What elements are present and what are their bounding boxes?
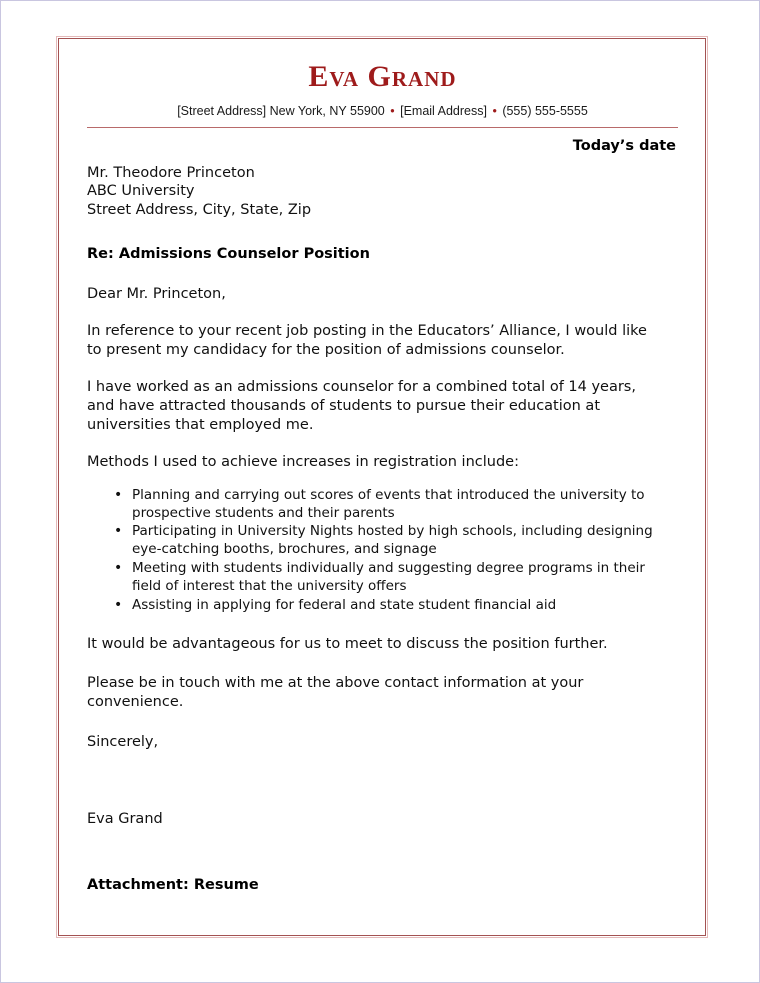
achievements-list [87,487,678,616]
contact-separator-icon: • [492,103,497,118]
list-item: • Participating in University Nights hosted by high schools, including designing eye-catching booths, brochures, and signage [87,523,678,559]
signature-name: Eva Grand [87,810,163,827]
list-item: • Meeting with students individually and suggesting degree programs in their field of interest that the university offers [87,560,678,596]
contact-separator-icon: • [390,103,395,118]
list-item: • Assisting in applying for federal and state student financial aid [87,597,678,615]
letter-date: Today’s date [572,137,676,154]
recipient-name: Mr. Theodore Princeton [87,164,255,181]
contact-phone: (555) 555-5555 [502,103,588,118]
body-paragraph: In reference to your recent job posting in the Educators’ Alliance, I would like to present my candidacy for the position of admissions counselor. [87,322,647,358]
salutation: Dear Mr. Princeton, [87,285,226,302]
closing-paragraph: Please be in touch with me at the above contact information at your convenience. [87,675,584,711]
list-item: • Planning and carrying out scores of events that introduced the university to prospective students and their parents [87,487,678,523]
body-paragraph: Methods I used to achieve increases in registration include: [87,454,519,471]
contact-email: [Email Address] [400,103,487,118]
letter-page-content [59,39,705,935]
sign-off: Sincerely, [87,733,159,750]
attachment-line: Attachment: Resume [87,876,259,893]
letterhead-divider [87,127,678,128]
contact-street: [Street Address] [177,103,267,118]
letter-body [87,138,678,895]
letterhead [87,61,678,128]
recipient-organization: ABC University [87,183,195,200]
sender-name: Eva Grand [308,60,457,93]
contact-city-state-zip: New York, NY 55900 [269,103,385,118]
closing-paragraph: It would be advantageous for us to meet to discuss the position further. [87,636,608,653]
recipient-address: Street Address, City, State, Zip [87,201,312,218]
letter-page [58,38,706,936]
body-paragraph: I have worked as an admissions counselor for a combined total of 14 years, and have attracted thousands of students to pursue their education at universities that employed me. [87,379,636,434]
subject-line: Re: Admissions Counselor Position [87,246,370,263]
contact-line [87,104,678,119]
recipient-address-block [87,164,678,219]
